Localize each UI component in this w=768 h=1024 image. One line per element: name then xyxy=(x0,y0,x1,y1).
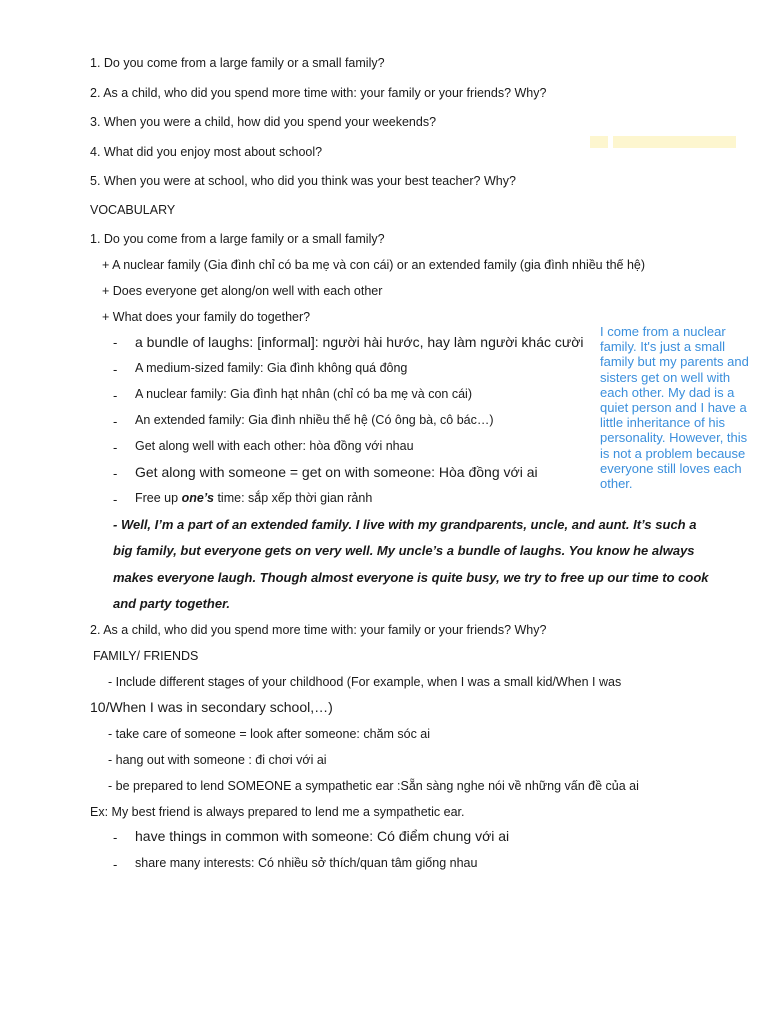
free-up-text: Free up xyxy=(135,491,182,505)
question-5: 5. When you were at school, who did you think was your best teacher? Why? xyxy=(90,174,516,188)
bullet-dash: - xyxy=(113,335,118,350)
q1-title: 1. Do you come from a large family or a small family? xyxy=(90,232,385,246)
vocab-bullet: An extended family: Gia đình nhiều thế hệ (Có ông bà, cô bác…) xyxy=(135,413,494,427)
vocab-bullet: Get along with someone = get on with someone: Hòa đồng với ai xyxy=(135,464,538,480)
bullet-dash: - xyxy=(113,830,118,845)
vocab-bullet: A medium-sized family: Gia đình không quá đông xyxy=(135,361,408,375)
sample-answer-line: - Well, I’m a part of an extended family. I live with my grandparents, uncle, and aunt. It’s such a xyxy=(113,517,697,532)
sample-answer-line: makes everyone laugh. Though almost everyone is quite busy, we try to free up our time to cook xyxy=(113,570,709,585)
plus-item: + Does everyone get along/on well with each other xyxy=(102,284,383,298)
highlight-mark xyxy=(613,136,736,148)
q2-item: - be prepared to lend SOMEONE a sympathetic ear :Sẵn sàng nghe nói về những vấn đề của ai xyxy=(108,779,639,793)
q2-note-line: 10/When I was in secondary school,…) xyxy=(90,699,333,715)
q2-bullet: have things in common with someone: Có điểm chung với ai xyxy=(135,828,510,844)
bullet-dash: - xyxy=(113,388,118,403)
question-3: 3. When you were a child, how did you spend your weekends? xyxy=(90,115,437,129)
plus-item: + A nuclear family (Gia đình chỉ có ba mẹ và con cái) or an extended family (gia đình nhiều thế hệ) xyxy=(102,258,646,272)
free-up-emphasis: one’s xyxy=(181,491,214,505)
question-1: 1. Do you come from a large family or a small family? xyxy=(90,56,385,70)
q2-item: - hang out with someone : đi chơi với ai xyxy=(108,753,327,767)
question-4: 4. What did you enjoy most about school? xyxy=(90,145,323,159)
vocab-bullet: Get along well with each other: hòa đồng với nhau xyxy=(135,439,414,453)
q2-subheading: FAMILY/ FRIENDS xyxy=(93,649,199,663)
question-2: 2. As a child, who did you spend more time with: your family or your friends? Why? xyxy=(90,86,547,100)
side-note: I come from a nuclear family. It's just a small family but my parents and sisters get on well with each other. My dad is a quiet person and I have a little inheritance of his personality. However, this is not a problem because everyone still loves each other. xyxy=(600,324,749,492)
free-up-meaning: time: sắp xếp thời gian rảnh xyxy=(213,491,373,505)
bullet-dash: - xyxy=(113,414,118,429)
bullet-dash: - xyxy=(113,857,118,872)
sample-answer-line: and party together. xyxy=(113,596,231,611)
bullet-dash: - xyxy=(113,440,118,455)
q2-example: Ex: My best friend is always prepared to lend me a sympathetic ear. xyxy=(90,805,465,819)
q2-note-line: - Include different stages of your childhood (For example, when I was a small kid/When I was xyxy=(108,675,622,689)
q2-item: - take care of someone = look after someone: chăm sóc ai xyxy=(108,727,431,741)
vocab-bullet-free-up xyxy=(135,491,372,505)
sample-answer-line: big family, but everyone gets on very well. My uncle’s a bundle of laughs. You know he always xyxy=(113,543,695,558)
vocab-bullet: A nuclear family: Gia đình hạt nhân (chỉ có ba mẹ và con cái) xyxy=(135,387,472,401)
plus-item: + What does your family do together? xyxy=(102,310,311,324)
bullet-dash: - xyxy=(113,362,118,377)
q2-title: 2. As a child, who did you spend more time with: your family or your friends? Why? xyxy=(90,623,547,637)
vocab-bullet: a bundle of laughs: [informal]: người hài hước, hay làm người khác cười xyxy=(135,334,584,350)
bullet-dash: - xyxy=(113,466,118,481)
vocabulary-heading: VOCABULARY xyxy=(90,203,176,217)
q2-bullet: share many interests: Có nhiều sở thích/quan tâm giống nhau xyxy=(135,856,478,870)
bullet-dash: - xyxy=(113,492,118,507)
highlight-mark xyxy=(590,136,608,148)
